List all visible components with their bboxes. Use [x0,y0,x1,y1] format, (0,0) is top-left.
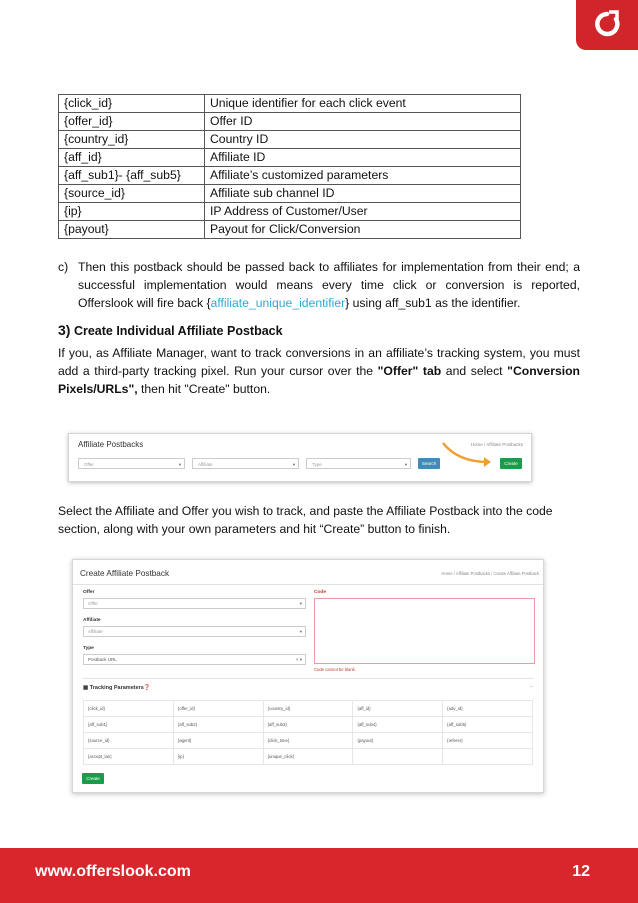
instruction-paragraph: Select the Affiliate and Offer you wish to track, and paste the Affiliate Postback into the code section, along with your own parameters and hit “Create” button to finish. [58,504,553,536]
tracking-parameter-cell[interactable]: {aff_sub1} [84,717,174,733]
create-button[interactable]: Create [500,458,522,469]
caret-icon: × ▾ [295,657,302,662]
tracking-parameters-grid [83,700,533,765]
offer-select[interactable]: Offer ▾ [78,458,185,469]
type-label: Type [83,646,94,651]
offer-select[interactable]: Offer ▾ [83,598,306,609]
table-row [59,95,521,113]
tracking-parameter-cell[interactable]: {offer_id} [173,701,263,717]
caret-icon: ▾ [178,462,181,467]
tracking-parameter-cell[interactable]: {source_id} [84,733,174,749]
screenshot-title: Affiliate Postbacks [78,440,144,449]
offerslook-logo-icon [594,10,620,38]
divider [83,678,533,679]
table-row [84,701,533,717]
table-row [59,131,521,149]
parameter-description: Offer ID [205,113,521,131]
caret-icon: ▾ [299,629,302,634]
parameter-key: {click_id} [59,95,205,113]
tracking-parameter-cell[interactable]: {unique_click} [263,749,353,765]
code-label: Code [314,590,326,595]
parameter-key: {source_id} [59,185,205,203]
footer-url[interactable]: www.offerslook.com [35,863,191,880]
tracking-parameter-cell[interactable]: {aff_sub4} [353,717,443,733]
screenshot-title: Create Affiliate Postback [80,569,170,578]
parameter-description: Affiliate’s customized parameters [205,167,521,185]
parameter-key: {ip} [59,203,205,221]
search-button[interactable]: Search [418,458,440,469]
tracking-parameter-cell [443,749,533,765]
code-error-message: Code cannot be blank. [314,667,356,672]
list-item-text: Then this postback should be passed back to affiliates for implementation from their end; a successful implementation would means every time click or conversion is reported, Offerslook will fire back {affiliate_unique_identifier} using aff_sub1 as the identifier. [78,260,580,310]
parameter-description: Country ID [205,131,521,149]
breadcrumb: Home / Affiliate Postbacks [470,442,523,447]
page-footer [0,848,638,903]
tracking-parameters-header[interactable]: ▦ Tracking Parameters❓ [83,685,151,691]
parameter-description: Affiliate sub channel ID [205,185,521,203]
tracking-parameter-cell[interactable]: {click_time} [263,733,353,749]
parameter-key: {payout} [59,221,205,239]
list-item-c [58,258,580,312]
tracking-parameter-cell[interactable]: {referer} [443,733,533,749]
affiliate-label: Affiliate [83,618,101,623]
parameter-key: {aff_sub1}- {aff_sub5} [59,167,205,185]
brand-logo-tab [576,0,638,50]
create-affiliate-postback-screenshot [72,559,544,793]
help-icon: ❓ [143,685,151,691]
table-row [59,167,521,185]
affiliate-select[interactable]: Affiliate ▾ [83,626,306,637]
offer-label: Offer [83,590,95,595]
tracking-parameter-cell[interactable]: {payout} [353,733,443,749]
caret-icon: ▾ [292,462,295,467]
table-row [59,113,521,131]
tracking-parameter-cell[interactable]: {aff_sub5} [443,717,533,733]
tracking-parameter-cell[interactable]: {accept_lan} [84,749,174,765]
collapse-icon[interactable]: − [530,684,533,690]
table-row [59,221,521,239]
parameter-description: IP Address of Customer/User [205,203,521,221]
list-item-label: c) [58,260,69,274]
parameter-table [58,94,521,239]
table-row [84,733,533,749]
page-number: 12 [572,863,590,880]
divider [73,584,543,585]
table-row [59,149,521,167]
tracking-parameter-cell[interactable]: {country_id} [263,701,353,717]
parameter-description: Unique identifier for each click event [205,95,521,113]
parameter-description: Payout for Click/Conversion [205,221,521,239]
parameter-key: {offer_id} [59,113,205,131]
affiliate-select[interactable]: Affiliate ▾ [192,458,299,469]
parameter-key: {country_id} [59,131,205,149]
tracking-parameter-cell[interactable]: {adv_id} [443,701,533,717]
tracking-parameter-cell[interactable]: {aff_id} [353,701,443,717]
caret-icon: ▾ [404,462,407,467]
parameter-description: Affiliate ID [205,149,521,167]
create-button[interactable]: Create [82,773,104,784]
tracking-parameter-cell[interactable]: {ip} [173,749,263,765]
tracking-parameter-cell[interactable]: {click_id} [84,701,174,717]
section-heading: 3) Create Individual Affiliate Postback [58,322,283,338]
tracking-parameter-cell[interactable]: {aff_sub3} [263,717,353,733]
pointer-arrow-icon [440,440,500,470]
section-paragraph: If you, as Affiliate Manager, want to track conversions in an affiliate’s tracking system, you must add a third-party tracking pixel. Run your cursor over the "Offer" tab and select "Conversion Pixels/URLs", then hit "Create" button. [58,346,580,396]
table-row [59,203,521,221]
tracking-parameter-cell[interactable]: {agent} [173,733,263,749]
code-textarea[interactable] [314,598,535,664]
table-row [84,717,533,733]
table-row [59,185,521,203]
caret-icon: ▾ [299,601,302,606]
type-select[interactable]: Type ▾ [306,458,411,469]
parameter-key: {aff_id} [59,149,205,167]
tracking-parameter-cell [353,749,443,765]
affiliate-identifier-link[interactable]: affiliate_unique_identifier [210,296,346,310]
grid-icon: ▦ [83,685,89,691]
tracking-parameter-cell[interactable]: {aff_sub2} [173,717,263,733]
type-select[interactable]: Postback URL × ▾ [83,654,306,665]
breadcrumb: Home / Affiliate Postbacks / Create Affiliate Postback [441,571,539,576]
table-row [84,749,533,765]
